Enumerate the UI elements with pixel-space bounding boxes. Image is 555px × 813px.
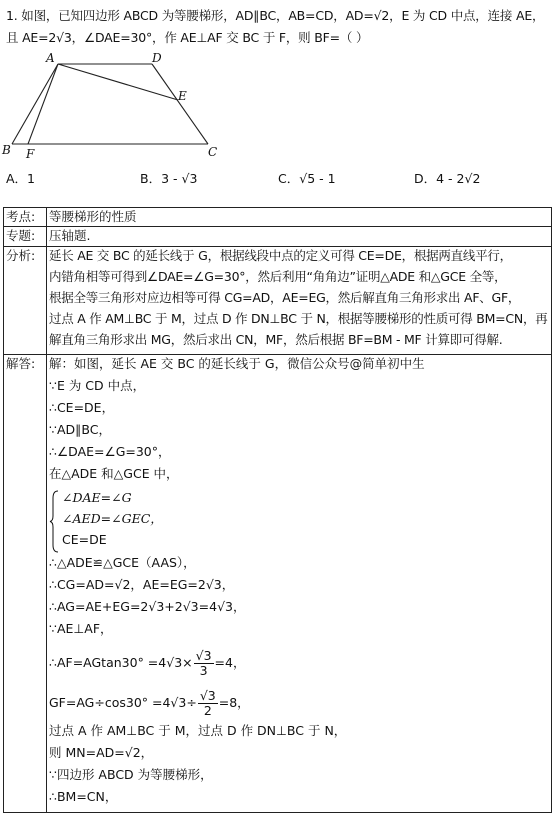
- af-prefix: ∴AF=AGtan30° =4√3×: [49, 654, 193, 670]
- fenxi-line: 内错角相等可得到∠DAE=∠G=30°，然后利用“角角边”证明△ADE 和△GCE 全等，: [49, 268, 507, 284]
- zhuanti-value: 压轴题.: [47, 227, 552, 246]
- system-eq-1: ∠DAE=∠G: [62, 489, 132, 505]
- fenxi-line: 延长 AE 交 BC 的延长线于 G，根据线段中点的定义可得 CE=DE，根据两直线平行，: [49, 247, 512, 263]
- label-C: C: [208, 145, 218, 159]
- row-zhuanti: [4, 227, 552, 246]
- fenxi-line: 根据全等三角形对应边相等可得 CG=AD，AE=EG，然后解直角三角形求出 AF、GF，: [49, 289, 521, 305]
- solution-line: 在△ADE 和△GCE 中，: [49, 465, 179, 481]
- system-eq-2: ∠AED=∠GEC，: [62, 510, 163, 526]
- solution-line: ∴CE=DE，: [49, 399, 115, 415]
- fenxi-line: 过点 A 作 AM⊥BC 于 M，过点 D 作 DN⊥BC 于 N，根据等腰梯形的性质可得 BM=CN，再: [49, 310, 548, 326]
- gf-suffix: =8，: [218, 694, 250, 710]
- gf-equation: [49, 683, 549, 723]
- af-suffix: =4，: [214, 654, 246, 670]
- label-A: A: [46, 51, 55, 65]
- fraction-numerator: √3: [195, 647, 212, 663]
- label-B: B: [2, 143, 11, 157]
- segment-AE: [58, 64, 178, 100]
- choice-c: C．√5 - 1: [278, 171, 336, 186]
- fenxi-label: 分析:: [4, 246, 47, 354]
- solution-line: 解：如图，延长 AE 交 BC 的延长线于 G，微信公众号@简单初中生: [49, 355, 425, 371]
- system-eq-3: CE=DE: [62, 531, 107, 547]
- kaodian-value: 等腰梯形的性质: [47, 208, 552, 227]
- jieda-label: 解答:: [4, 354, 47, 812]
- row-fenxi: [4, 246, 552, 354]
- zhuanti-label: 专题:: [4, 227, 47, 246]
- kaodian-label: 考点:: [4, 208, 47, 227]
- solution-line: ∵AE⊥AF，: [49, 620, 113, 636]
- choice-d: D．4 - 2√2: [414, 171, 481, 186]
- segment-DC: [152, 64, 208, 144]
- solution-line: ∴CG=AD=√2，AE=EG=2√3，: [49, 576, 235, 592]
- solution-table: [3, 207, 552, 813]
- label-F: F: [26, 147, 35, 161]
- solution-line: ∵AD∥BC，: [49, 421, 111, 437]
- label-E: E: [178, 89, 187, 103]
- fraction: [194, 649, 214, 678]
- label-D: D: [152, 51, 162, 65]
- choice-a: A．1: [6, 171, 36, 186]
- solution-line: 过点 A 作 AM⊥BC 于 M，过点 D 作 DN⊥BC 于 N，: [49, 722, 347, 738]
- segment-AF: [28, 64, 58, 144]
- solution-line: ∵E 为 CD 中点，: [49, 377, 146, 393]
- fraction: [198, 689, 218, 718]
- row-kaodian: [4, 208, 552, 227]
- question-line-1: 1. 如图，已知四边形 ABCD 为等腰梯形，AD∥BC，AB=CD，AD=√2，E 为 CD 中点，连接 AE，: [6, 8, 545, 23]
- jieda-value: [47, 354, 552, 812]
- choice-b: B．3 - √3: [140, 171, 198, 186]
- brace-icon: [49, 490, 59, 553]
- row-jieda: [4, 354, 552, 812]
- question-line-2: 且 AE=2√3，∠DAE=30°，作 AE⊥AF 交 BC 于 F，则 BF=（ ）: [6, 30, 369, 45]
- solution-line: 则 MN=AD=√2，: [49, 744, 154, 760]
- gf-prefix: GF=AG÷cos30° =4√3÷: [49, 694, 197, 710]
- fenxi-value: [47, 246, 552, 354]
- fraction-denominator: 2: [203, 702, 212, 718]
- solution-line: ∴BM=CN，: [49, 788, 118, 804]
- segment-AB: [12, 64, 58, 144]
- fraction-numerator: √3: [199, 687, 216, 703]
- equation-system: [49, 490, 549, 553]
- solution-line: ∴AG=AE+EG=2√3+2√3=4√3，: [49, 598, 246, 614]
- fenxi-line: 解直角三角形求出 MG，然后求出 CN，MF，然后根据 BF=BM - MF 计算即可得解.: [49, 331, 503, 347]
- solution-line: ∵四边形 ABCD 为等腰梯形，: [49, 766, 213, 782]
- geometry-figure: [0, 50, 240, 165]
- af-equation: [49, 643, 549, 683]
- solution-line: ∴∠DAE=∠G=30°，: [49, 443, 171, 459]
- fraction-denominator: 3: [199, 662, 208, 678]
- solution-line: ∴△ADE≌△GCE（AAS），: [49, 554, 196, 570]
